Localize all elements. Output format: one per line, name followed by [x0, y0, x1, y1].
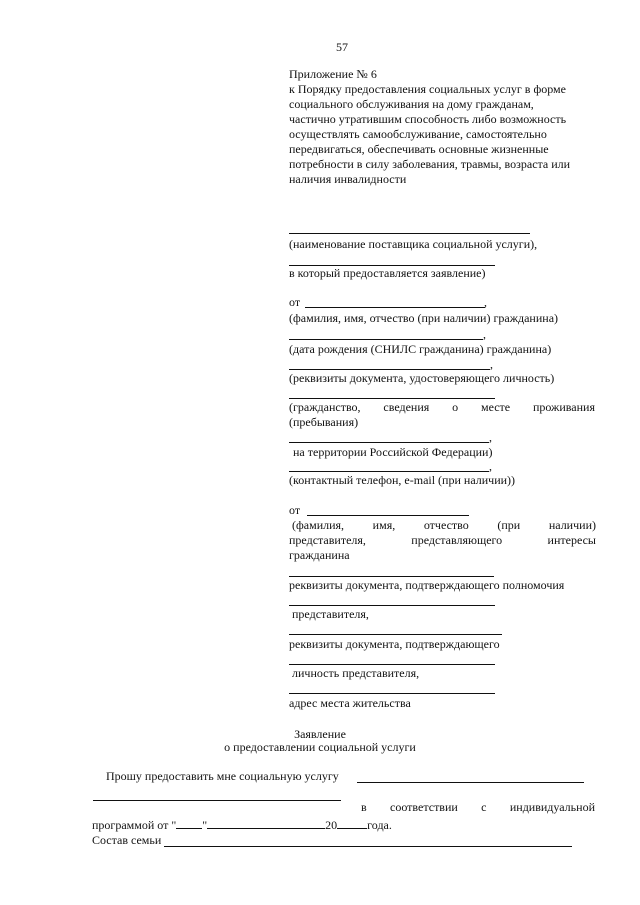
contacts-line[interactable]: [289, 471, 489, 472]
family-line[interactable]: [164, 846, 572, 847]
family-label: Состав семьи: [92, 833, 162, 847]
rep-from-label: от: [289, 503, 301, 517]
residence-line[interactable]: [289, 693, 495, 694]
rep-caption-line-2: представителя, представляющего интересы: [289, 533, 596, 547]
id-document-caption: (реквизиты документа, удостоверяющего личность): [289, 371, 555, 385]
rep-of-line[interactable]: [289, 605, 495, 606]
rep-of-caption: представителя,: [292, 607, 369, 621]
id-document-line[interactable]: [289, 369, 490, 370]
statement-subtitle: о предоставлении социальной услуги: [224, 740, 416, 754]
citizenship-caption: (гражданство, сведения о месте проживания: [289, 400, 595, 414]
from-name-line[interactable]: [305, 307, 485, 308]
territory-caption: на территории Российской Федерации): [293, 445, 493, 459]
appendix-line: потребности в силу заболевания, травмы, возраста или: [289, 157, 571, 171]
rep-identity-line[interactable]: [289, 664, 495, 665]
rep-identity-caption: личность представителя,: [292, 666, 420, 680]
birth-snils-caption: (дата рождения (СНИЛС гражданина) гражданина): [289, 342, 552, 356]
comma: ,: [489, 459, 492, 473]
rep-caption-line-3: гражданина: [289, 548, 350, 562]
from-label: от: [289, 295, 301, 309]
program-day-field[interactable]: [176, 817, 202, 829]
full-name-caption: (фамилия, имя, отчество (при наличии) гражданина): [289, 311, 559, 325]
residence-caption: адрес места жительства: [289, 696, 411, 710]
appendix-line: наличия инвалидности: [289, 172, 407, 186]
provider-name-line[interactable]: [289, 233, 530, 234]
service-continue-line[interactable]: [93, 800, 341, 801]
birth-snils-line[interactable]: [289, 339, 483, 340]
appendix-line: к Порядку предоставления социальных услуг в форме: [289, 82, 566, 96]
rep-authority-line[interactable]: [289, 576, 494, 577]
rep-id-document-line[interactable]: [289, 634, 502, 635]
comma: ,: [489, 430, 492, 444]
submitted-to-caption: в который предоставляется заявление): [289, 266, 486, 280]
program-year-field[interactable]: [337, 817, 367, 829]
service-name-line[interactable]: [357, 782, 584, 783]
appendix-title: Приложение № 6: [289, 67, 377, 81]
program-month-field[interactable]: [207, 817, 325, 829]
citizenship-line[interactable]: [289, 398, 495, 399]
rep-id-document-caption: реквизиты документа, подтверждающего: [289, 637, 500, 651]
appendix-line: социального обслуживания на дому гражданам,: [289, 97, 534, 111]
rep-authority-caption: реквизиты документа, подтверждающего полномочия: [289, 578, 565, 592]
contacts-caption: (контактный телефон, e-mail (при наличии)): [289, 473, 516, 487]
appendix-line: осуществлять самообслуживание, самостоятельно: [289, 127, 547, 141]
comma: ,: [490, 357, 493, 371]
rep-caption-line-1: (фамилия, имя, отчество (при наличии): [292, 518, 596, 532]
provider-name-caption: (наименование поставщика социальной услуги),: [289, 237, 538, 251]
statement-title: Заявление: [294, 727, 346, 741]
appendix-line: частично утратившим способность либо возможность: [289, 112, 567, 126]
accordance-text: в соответствии с индивидуальной: [361, 800, 595, 814]
comma: ,: [483, 327, 486, 341]
appendix-line: передвигаться, обеспечивать основные жизненные: [289, 142, 549, 156]
rep-name-line[interactable]: [307, 515, 469, 516]
program-date-line: программой от " " 20 года.: [92, 818, 392, 832]
page-number: 57: [336, 40, 348, 54]
citizenship-tail: (пребывания): [289, 415, 359, 429]
request-text: Прошу предоставить мне социальную услугу: [106, 769, 339, 783]
comma: ,: [484, 295, 487, 309]
territory-line[interactable]: [289, 442, 489, 443]
